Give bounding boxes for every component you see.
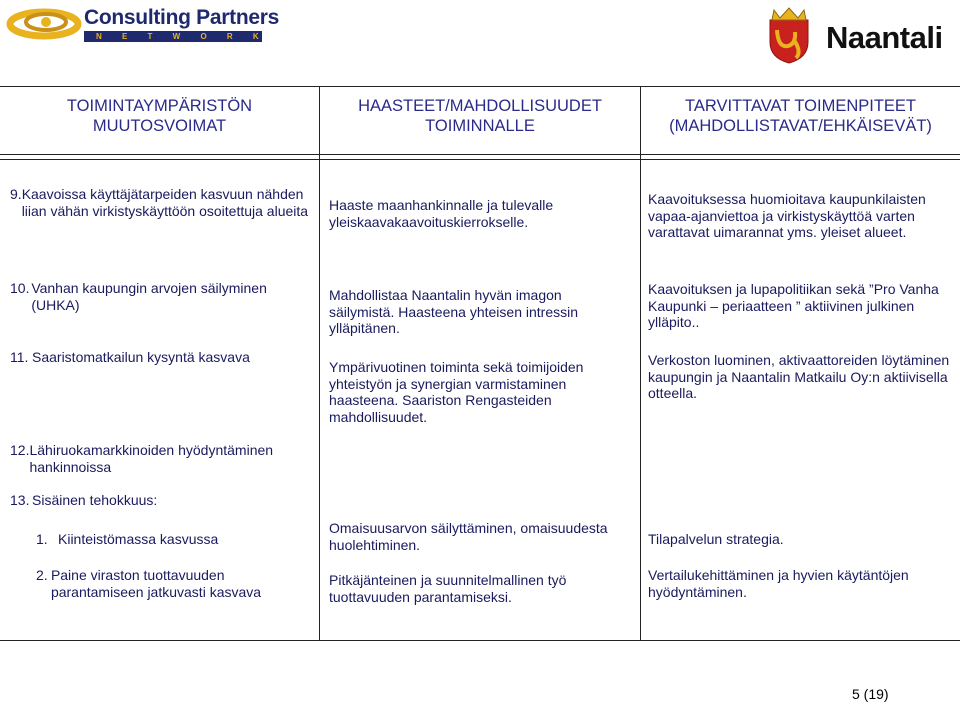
item-text: Sisäinen tehokkuus: [32, 492, 158, 508]
consulting-partners-logo [6, 2, 279, 46]
logo-network-label: N E T W O R K [96, 32, 268, 41]
table-bottom-border [0, 640, 960, 641]
item-number: 9. [10, 186, 22, 202]
action-13a: Tilapalvelun strategia. [648, 531, 784, 547]
item-text: Lähiruokamarkkinoiden hyödyntäminen hankinnoissa [29, 442, 274, 475]
sub-item-number: 2. [36, 567, 48, 583]
list-item-9 [10, 186, 310, 219]
item-number: 11. [10, 349, 29, 365]
list-item-11 [10, 349, 310, 366]
sub-item-1 [36, 531, 314, 548]
sub-item-text: Paine viraston tuottavuuden parantamiseen jatkuvasti kasvava [50, 567, 262, 600]
action-11: Verkoston luominen, aktivaattoreiden löytäminen kaupungin ja Naantalin Matkailu Oy:n aktiivisella otteella. [648, 352, 950, 401]
naantali-logo [764, 6, 960, 66]
challenge-10: Mahdollistaa Naantalin hyvän imagon säilymistä. Haasteena yhteisen intressin ylläpitänen. [329, 287, 579, 336]
logo-company-name: Consulting Partners [84, 6, 279, 29]
sub-item-2 [36, 567, 314, 600]
header-col2: HAASTEET/MAHDOLLISUUDET TOIMINNALLE [358, 97, 602, 135]
header-col3: TARVITTAVAT TOIMENPITEET (MAHDOLLISTAVAT/EHKÄISEVÄT) [669, 97, 932, 135]
table-top-border [0, 86, 960, 87]
column-divider-2 [640, 86, 641, 640]
sub-item-number: 1. [36, 531, 48, 547]
header-bottom-border [0, 154, 960, 155]
header-col1: TOIMINTAYMPÄRISTÖN MUUTOSVOIMAT [66, 97, 253, 135]
column-divider-1 [319, 86, 320, 640]
action-10: Kaavoituksen ja lupapolitiikan sekä ”Pro Vanha Kaupunki – periaatteen ” aktiivinen julkinen ylläpito.. [648, 281, 939, 330]
page-number: 5 (19) [852, 686, 889, 702]
challenge-9: Haaste maanhankinnalle ja tulevalle yleiskaavakaavoituskierrokselle. [329, 197, 554, 230]
list-item-12 [10, 442, 310, 475]
challenge-11: Ympärivuotinen toiminta sekä toimijoiden yhteistyön ja synergian varmistaminen haasteena. Saariston Rengasteiden mahdollisuudet. [329, 359, 584, 425]
item-text: Saaristomatkailun kysyntä kasvava [32, 349, 250, 365]
action-9: Kaavoituksessa huomioitava kaupunkilaisten vapaa-ajanviettoa ja virkistyskäyttöä varten varattavat uimarannat yms. yleiset alueet. [648, 191, 926, 240]
list-item-10 [10, 280, 310, 313]
item-text: Kaavoissa käyttäjätarpeiden kasvuun nähden liian vähän virkistyskäyttöön osoitettuja alueita [21, 186, 309, 219]
naantali-crest-icon [766, 6, 812, 64]
item-number: 10. [10, 280, 30, 296]
header-double-border [0, 159, 960, 160]
item-number: 12. [10, 442, 30, 458]
action-13b: Vertailukehittäminen ja hyvien käytäntöjen hyödyntäminen. [648, 567, 909, 600]
challenge-13a: Omaisuusarvon säilyttäminen, omaisuudesta huolehtiminen. [329, 520, 608, 553]
naantali-wordmark: Naantali [826, 20, 943, 55]
swirl-logo-icon [6, 2, 82, 46]
sub-item-text: Kiinteistömassa kasvussa [58, 531, 219, 547]
challenge-13b: Pitkäjänteinen ja suunnitelmallinen työ tuottavuuden parantamiseksi. [329, 572, 567, 605]
list-item-13 [10, 492, 310, 509]
item-number: 13. [10, 492, 30, 508]
item-text: Vanhan kaupungin arvojen säilyminen (UHKA) [31, 280, 267, 313]
